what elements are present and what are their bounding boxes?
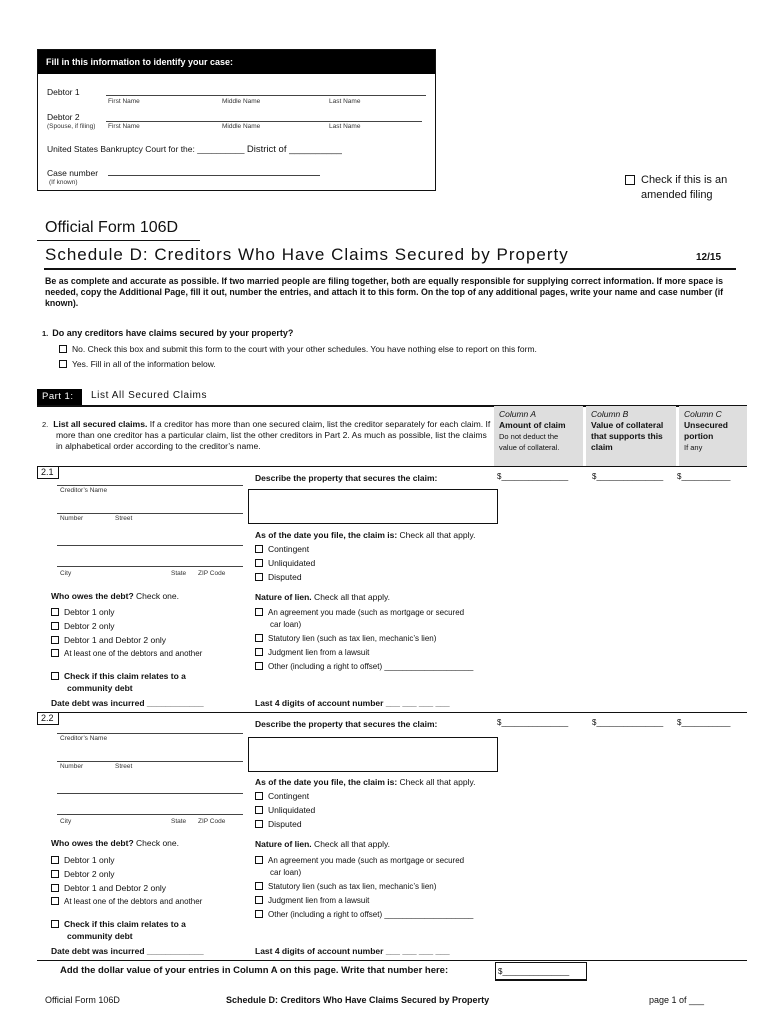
debtor1and2-label: Debtor 1 and Debtor 2 only (64, 883, 167, 893)
nature-rest: Check all that apply. (311, 839, 390, 849)
who-owes-bold: Who owes the debt? (51, 838, 134, 848)
describe-property-label: Describe the property that secures the claim: (255, 473, 438, 483)
property-description-field[interactable] (248, 737, 498, 772)
lien-other-label: Other (including a right to offset) ____________________ (268, 662, 474, 671)
describe-property-label: Describe the property that secures the claim: (255, 719, 438, 729)
case-number-sub: (If known) (49, 179, 78, 186)
checkbox-icon[interactable] (51, 884, 59, 892)
disputed-label: Disputed (268, 572, 302, 582)
checkbox-icon[interactable] (255, 662, 263, 670)
debtor1-only-option[interactable] (51, 855, 115, 865)
checkbox-icon[interactable] (51, 856, 59, 864)
lien-agreement-option[interactable] (255, 608, 464, 617)
zip-label: ZIP Code (198, 818, 226, 825)
checkbox-icon[interactable] (59, 345, 67, 353)
checkbox-icon[interactable] (255, 559, 263, 567)
checkbox-icon[interactable] (51, 897, 59, 905)
total-value: $_______________ (498, 967, 570, 976)
total-value-field[interactable] (495, 962, 587, 981)
form-date: 12/15 (696, 252, 722, 263)
total-row (37, 960, 747, 980)
question2-text: If a creditor has more than one secured claim, list the creditor separately for each claim. If more than one creditor has a particular claim, list the other creditors in Part 2. As much as possible, list the claims in alphabetical order according to the creditor’s name. (56, 419, 491, 451)
checkbox-icon[interactable] (51, 672, 59, 680)
debtor1and2-option[interactable] (51, 883, 166, 893)
community-option[interactable] (51, 919, 186, 929)
checkbox-icon[interactable] (255, 896, 263, 904)
lien-other-label: Other (including a right to offset) ____________________ (268, 910, 474, 919)
claim-block (37, 712, 747, 960)
debtor1-name-field[interactable] (106, 88, 426, 96)
checkbox-icon[interactable] (59, 360, 67, 368)
state-label: State (171, 818, 187, 825)
question2-bold: List all secured claims. (53, 419, 148, 429)
nature-rest: Check all that apply. (311, 592, 390, 602)
who-owes-bold: Who owes the debt? (51, 591, 134, 601)
column-c-title: Unsecured portion (684, 420, 728, 441)
debtor2-only-option[interactable] (51, 869, 115, 879)
checkbox-icon[interactable] (255, 634, 263, 642)
part1-tag: Part 1: (37, 389, 82, 405)
city-state-zip-field[interactable] (57, 807, 243, 815)
unliquidated-label: Unliquidated (268, 805, 316, 815)
lien-agreement-label-2: car loan) (270, 620, 302, 629)
column-a-label: Column A (499, 409, 537, 419)
debtor1-only-label: Debtor 1 only (64, 607, 115, 617)
checkbox-icon[interactable] (255, 545, 263, 553)
date-incurred[interactable]: Date debt was incurred ____________ (51, 698, 204, 708)
column-b-amount[interactable]: $_______________ (592, 718, 664, 727)
question1 (42, 328, 293, 338)
atleastone-label: At least one of the debtors and another (64, 897, 203, 906)
asof-heading (255, 530, 475, 540)
lien-agreement-option[interactable] (255, 856, 464, 865)
lien-statutory-label: Statutory lien (such as tax lien, mechanic’s lien) (268, 882, 437, 891)
column-a-sub: Do not deduct the value of collateral. (499, 432, 560, 452)
checkbox-icon[interactable] (51, 622, 59, 630)
lien-other-option[interactable] (255, 662, 473, 671)
atleastone-label: At least one of the debtors and another (64, 649, 203, 658)
debtor2-sub-label: (Spouse, if filing) (47, 123, 96, 130)
unliquidated-label: Unliquidated (268, 558, 316, 568)
property-description-field[interactable] (248, 489, 498, 524)
column-a-amount[interactable]: $_______________ (497, 718, 569, 727)
who-owes-rest: Check one. (133, 591, 180, 601)
column-b-amount[interactable]: $_______________ (592, 472, 664, 481)
contingent-label: Contingent (268, 544, 310, 554)
checkbox-icon[interactable] (255, 573, 263, 581)
debtor1and2-label: Debtor 1 and Debtor 2 only (64, 635, 167, 645)
column-b-title: Value of collateral that supports this claim (591, 420, 664, 452)
amended-label-1: Check if this is an (641, 174, 728, 186)
question1-number: 1. (42, 329, 49, 338)
creditor-name-field[interactable] (57, 726, 243, 734)
creditor-name-field[interactable] (57, 478, 243, 486)
atleastone-option[interactable] (51, 649, 202, 658)
question1-yes-label: Yes. Fill in all of the information below. (72, 359, 216, 369)
debtor2-only-label: Debtor 2 only (64, 869, 115, 879)
debtor2-last-name-label: Last Name (329, 123, 361, 130)
claim-number: 2.2 (37, 712, 59, 725)
creditor-name-label: Creditor’s Name (60, 735, 108, 742)
case-number-label: Case number (47, 168, 99, 178)
instructions: Be as complete and accurate as possible. If two married people are filing together, both are equally responsible for supplying correct information. If more space is needed, copy the Additional Page, fill it out, number the entries, and attach it to this form. On the top of any additional pages, write your name and case number (if known). (45, 276, 724, 308)
official-form-label: Official Form 106D (45, 219, 179, 236)
claim-top-rule (37, 712, 747, 713)
question1-text: Do any creditors have claims secured by your property? (52, 328, 294, 338)
contingent-label: Contingent (268, 791, 310, 801)
who-owes-heading (51, 838, 179, 848)
part1-title: List All Secured Claims (91, 390, 208, 401)
lien-agreement-label-1: An agreement you made (such as mortgage or secured (268, 856, 465, 865)
column-c-label: Column C (684, 409, 722, 419)
checkbox-icon[interactable] (51, 636, 59, 644)
checkbox-icon[interactable] (255, 608, 263, 616)
amended-checkbox[interactable] (625, 175, 640, 186)
address-line-field[interactable] (57, 538, 243, 546)
question2 (42, 419, 491, 452)
state-label: State (171, 570, 187, 577)
debtor1-label: Debtor 1 (47, 87, 80, 97)
amended-label-2: amended filing (641, 189, 713, 201)
question2-number: 2. (42, 420, 49, 429)
column-c-amount[interactable]: $___________ (677, 718, 731, 727)
lien-other-option[interactable] (255, 910, 473, 919)
checkbox-icon[interactable] (51, 870, 59, 878)
community-label-1: Check if this claim relates to a (64, 671, 186, 681)
checkbox-icon[interactable] (51, 920, 59, 928)
checkbox-icon[interactable] (255, 910, 263, 918)
city-label: City (60, 570, 72, 577)
contingent-option[interactable] (255, 791, 309, 801)
lien-statutory-label: Statutory lien (such as tax lien, mechanic’s lien) (268, 634, 437, 643)
form-title: Schedule D: Creditors Who Have Claims Secured by Property (45, 245, 569, 264)
checkbox-icon[interactable] (255, 792, 263, 800)
question1-no-label: No. Check this box and submit this form to the court with your other schedules. You have nothing else to report on this form. (72, 344, 537, 354)
checkbox-icon[interactable] (255, 856, 263, 864)
who-owes-heading (51, 591, 179, 601)
debtor2-name-field[interactable] (106, 114, 422, 122)
debtor1-only-label: Debtor 1 only (64, 855, 115, 865)
unliquidated-option[interactable] (255, 558, 315, 568)
debtor1-last-name-label: Last Name (329, 98, 361, 105)
lien-agreement-label-1: An agreement you made (such as mortgage or secured (268, 608, 465, 617)
lien-agreement-label-2: car loan) (270, 868, 302, 877)
column-a-amount[interactable]: $_______________ (497, 472, 569, 481)
debtor2-only-option[interactable] (51, 621, 115, 631)
footer-form-name: Official Form 106D (45, 995, 120, 1005)
nature-bold: Nature of lien. (255, 592, 312, 602)
street-label: Street (115, 763, 133, 770)
last4-digits[interactable]: Last 4 digits of account number ___ ___ ___ ___ (255, 698, 450, 708)
debtor2-label: Debtor 2 (47, 112, 80, 122)
checkbox-icon[interactable] (255, 820, 263, 828)
community-label-2: community debt (67, 683, 133, 693)
district-label[interactable]: District of __________ (246, 144, 342, 155)
column-c-header (679, 406, 747, 466)
asof-heading (255, 777, 475, 787)
checkbox-icon[interactable] (51, 649, 59, 657)
city-label: City (60, 818, 72, 825)
asof-rest: Check all that apply. (397, 530, 476, 540)
lien-judgment-option[interactable] (255, 648, 369, 657)
title-rule (44, 268, 736, 270)
creditor-name-label: Creditor’s Name (60, 487, 108, 494)
lien-statutory-option[interactable] (255, 634, 436, 643)
court-label[interactable]: United States Bankruptcy Court for the: __________ (47, 144, 245, 154)
column-a-title: Amount of claim (499, 420, 566, 430)
debtor1-only-option[interactable] (51, 607, 115, 617)
zip-label: ZIP Code (198, 570, 226, 577)
nature-heading (255, 592, 390, 602)
number-label: Number (60, 763, 84, 770)
checkbox-icon[interactable] (255, 648, 263, 656)
total-text: Add the dollar value of your entries in Column A on this page. Write that number here: (60, 965, 449, 976)
street-field[interactable] (57, 754, 243, 762)
column-b-header (586, 406, 676, 466)
asof-bold: As of the date you file, the claim is: (255, 777, 398, 787)
nature-bold: Nature of lien. (255, 839, 312, 849)
footer-page: page 1 of ___ (649, 995, 705, 1005)
column-a-header (494, 406, 583, 466)
footer-title: Schedule D: Creditors Who Have Claims Secured by Property (226, 995, 490, 1005)
disputed-option[interactable] (255, 819, 302, 829)
community-option[interactable] (51, 671, 186, 681)
checkbox-icon[interactable] (51, 608, 59, 616)
asof-rest: Check all that apply. (397, 777, 476, 787)
lien-judgment-label: Judgment lien from a lawsuit (268, 896, 370, 905)
question1-no-option[interactable] (59, 344, 537, 354)
claim-number: 2.1 (37, 466, 59, 479)
debtor2-first-name-label: First Name (108, 123, 140, 130)
official-form-underline (37, 240, 200, 241)
last4-digits[interactable]: Last 4 digits of account number ___ ___ ___ ___ (255, 946, 450, 956)
debtor2-only-label: Debtor 2 only (64, 621, 115, 631)
disputed-option[interactable] (255, 572, 302, 582)
lien-statutory-option[interactable] (255, 882, 436, 891)
address-line-field[interactable] (57, 786, 243, 794)
court-row (47, 144, 342, 155)
community-label-1: Check if this claim relates to a (64, 919, 186, 929)
debtor2-middle-name-label: Middle Name (222, 123, 261, 130)
column-c-sub: If any (684, 443, 703, 452)
debtor1-middle-name-label: Middle Name (222, 98, 261, 105)
claim-top-rule (37, 466, 747, 467)
disputed-label: Disputed (268, 819, 302, 829)
case-number-field[interactable] (108, 167, 320, 176)
column-c-amount[interactable]: $___________ (677, 472, 731, 481)
debtor1and2-option[interactable] (51, 635, 166, 645)
debtor1-first-name-label: First Name (108, 98, 140, 105)
atleastone-option[interactable] (51, 897, 202, 906)
lien-judgment-label: Judgment lien from a lawsuit (268, 648, 370, 657)
contingent-option[interactable] (255, 544, 309, 554)
street-label: Street (115, 515, 133, 522)
street-field[interactable] (57, 506, 243, 514)
question1-yes-option[interactable] (59, 359, 216, 369)
identify-box (37, 49, 436, 191)
asof-bold: As of the date you file, the claim is: (255, 530, 398, 540)
checkbox-icon[interactable] (255, 806, 263, 814)
city-state-zip-field[interactable] (57, 559, 243, 567)
lien-judgment-option[interactable] (255, 896, 369, 905)
nature-heading (255, 839, 390, 849)
date-incurred[interactable]: Date debt was incurred ____________ (51, 946, 204, 956)
community-label-2: community debt (67, 931, 133, 941)
unliquidated-option[interactable] (255, 805, 315, 815)
checkbox-icon[interactable] (255, 882, 263, 890)
identify-header: Fill in this information to identify your case: (38, 50, 435, 74)
column-b-label: Column B (591, 409, 629, 419)
claim-block (37, 466, 747, 712)
who-owes-rest: Check one. (133, 838, 180, 848)
number-label: Number (60, 515, 84, 522)
